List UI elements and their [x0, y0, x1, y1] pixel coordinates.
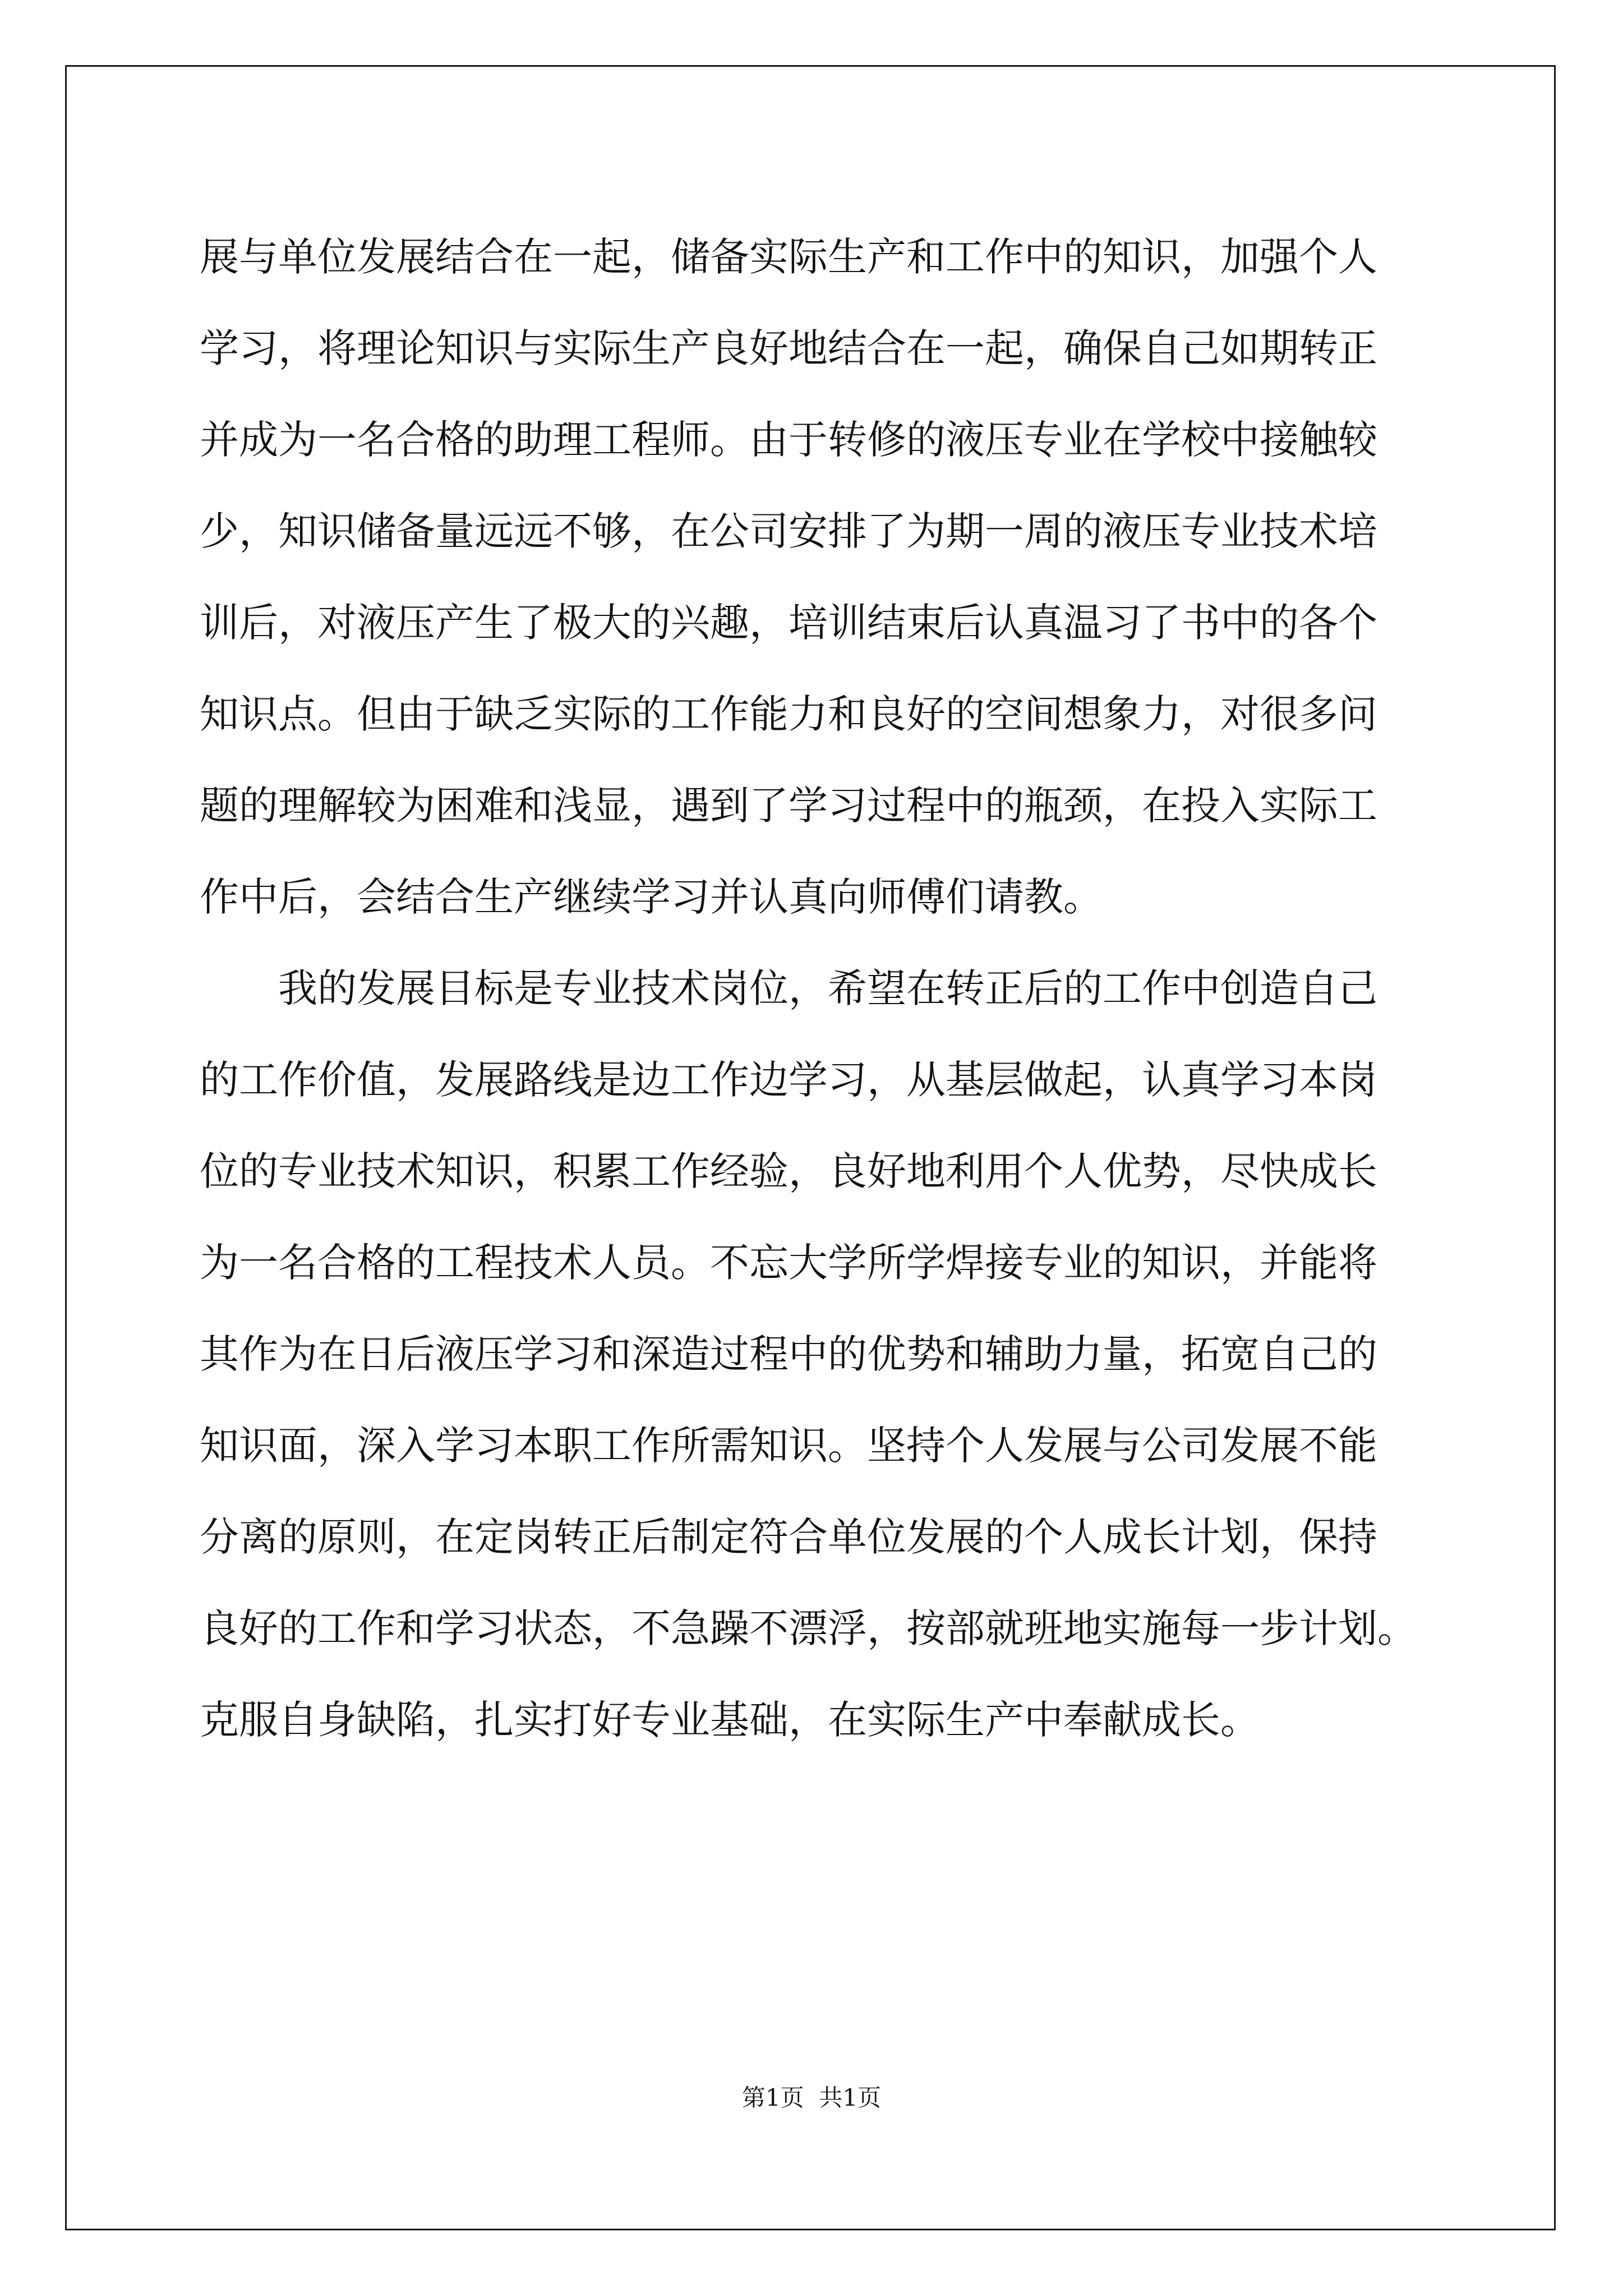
document-body — [200, 211, 1428, 1766]
text-line: 题的理解较为困难和浅显，遇到了学习过程中的瓶颈，在投入实际工 — [200, 783, 1377, 829]
paragraph-start-line: 我的发展目标是专业技术岗位，希望在转正后的工作中创造自己 — [278, 965, 1377, 1011]
text-line: 克服自身缺陷，扎实打好专业基础，在实际生产中奉献成长。 — [200, 1697, 1260, 1743]
text-line: 学习，将理论知识与实际生产良好地结合在一起，确保自己如期转正 — [200, 325, 1377, 371]
text-line: 并成为一名合格的助理工程师。由于转修的液压专业在学校中接触较 — [200, 417, 1377, 463]
text-line: 作中后，会结合生产继续学习并认真向师傅们请教。 — [200, 874, 1103, 920]
text-line: 良好的工作和学习状态，不急躁不漂浮，按部就班地实施每一步计划。 — [200, 1605, 1417, 1651]
text-line: 分离的原则，在定岗转正后制定符合单位发展的个人成长计划，保持 — [200, 1514, 1377, 1560]
text-line: 训后，对液压产生了极大的兴趣，培训结束后认真温习了书中的各个 — [200, 600, 1377, 646]
text-line: 知识面，深入学习本职工作所需知识。坚持个人发展与公司发展不能 — [200, 1423, 1377, 1469]
text-line: 知识点。但由于缺乏实际的工作能力和良好的空间想象力，对很多问 — [200, 691, 1377, 737]
page-number-footer: 第1页 共1页 — [741, 2084, 882, 2111]
text-line: 展与单位发展结合在一起，储备实际生产和工作中的知识，加强个人 — [200, 234, 1377, 280]
text-line: 的工作价值，发展路线是边工作边学习，从基层做起，认真学习本岗 — [200, 1057, 1377, 1103]
text-line: 其作为在日后液压学习和深造过程中的优势和辅助力量，拓宽自己的 — [200, 1331, 1377, 1377]
text-line: 为一名合格的工程技术人员。不忘大学所学焊接专业的知识，并能将 — [200, 1240, 1377, 1286]
text-line: 少，知识储备量远远不够，在公司安排了为期一周的液压专业技术培 — [200, 508, 1377, 554]
text-line: 位的专业技术知识，积累工作经验，良好地利用个人优势，尽快成长 — [200, 1148, 1377, 1194]
